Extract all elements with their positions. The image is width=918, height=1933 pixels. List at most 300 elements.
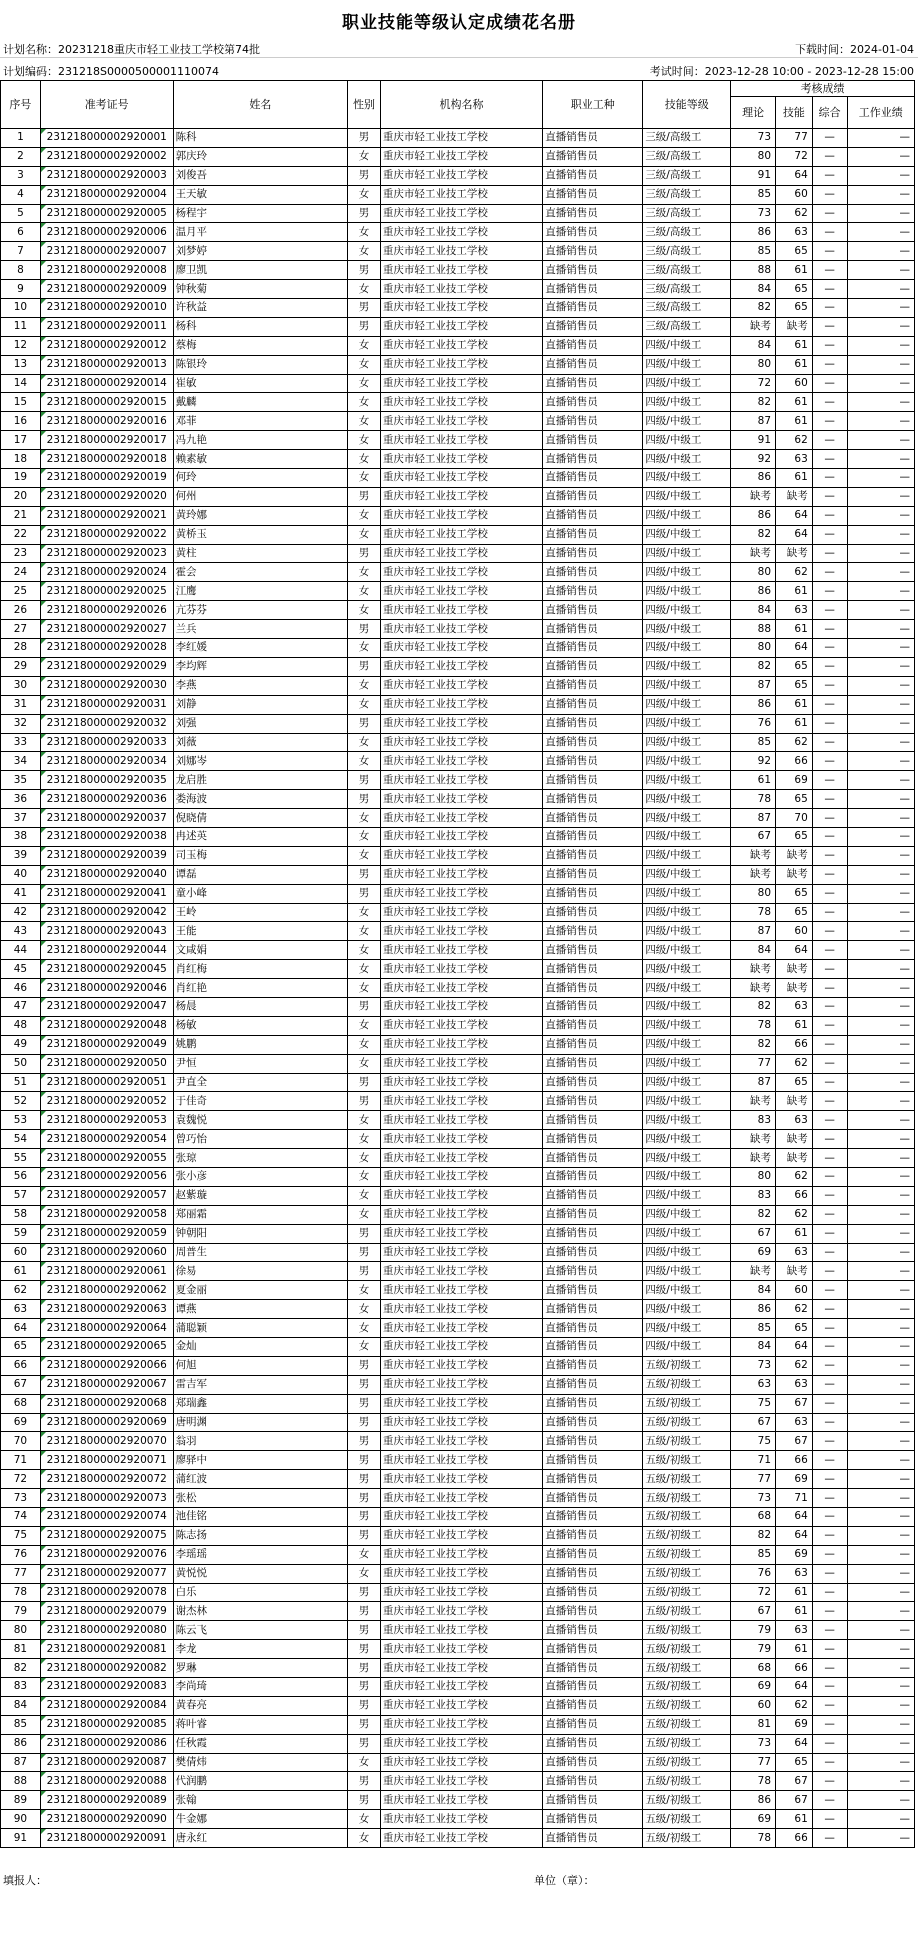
cell-gender: 女 [348,639,381,658]
cell-job: 直播销售员 [543,204,643,223]
cell-job: 直播销售员 [543,941,643,960]
cell-skill: 61 [776,1810,813,1829]
table-row [1,1432,915,1451]
cell-ticket: 231218000002920083 [40,1678,173,1697]
cell-overall: — [812,960,847,979]
table-row [1,1621,915,1640]
cell-org: 重庆市轻工业技工学校 [380,1035,542,1054]
cell-org: 重庆市轻工业技工学校 [380,469,542,488]
cell-gender: 男 [348,997,381,1016]
cell-skill: 77 [776,129,813,148]
cell-job: 直播销售员 [543,506,643,525]
cell-ticket: 231218000002920048 [40,1016,173,1035]
cell-name: 肖红艳 [173,979,348,998]
cell-ticket: 231218000002920014 [40,374,173,393]
cell-name: 杨晨 [173,997,348,1016]
cell-level: 四级/中级工 [643,809,731,828]
cell-org: 重庆市轻工业技工学校 [380,1659,542,1678]
cell-job: 直播销售员 [543,752,643,771]
table-row [1,1167,915,1186]
cell-work: — [847,1243,914,1262]
cell-ticket: 231218000002920021 [40,506,173,525]
cell-level: 五级/初级工 [643,1734,731,1753]
cell-work: — [847,336,914,355]
header-org: 机构名称 [380,81,542,129]
cell-theory: 86 [731,582,776,601]
cell-theory: 87 [731,1073,776,1092]
cell-ticket: 231218000002920053 [40,1111,173,1130]
cell-skill: 64 [776,506,813,525]
cell-skill: 61 [776,695,813,714]
cell-overall: — [812,1375,847,1394]
cell-gender: 男 [348,1375,381,1394]
cell-work: — [847,790,914,809]
cell-skill: 66 [776,1451,813,1470]
cell-no: 76 [1,1545,41,1564]
cell-no: 52 [1,1092,41,1111]
cell-name: 黄悦悦 [173,1564,348,1583]
cell-name: 刘俊吾 [173,166,348,185]
cell-org: 重庆市轻工业技工学校 [380,280,542,299]
cell-ticket: 231218000002920074 [40,1508,173,1527]
cell-skill: 60 [776,1281,813,1300]
cell-org: 重庆市轻工业技工学校 [380,336,542,355]
cell-ticket: 231218000002920058 [40,1205,173,1224]
cell-skill: 缺考 [776,1130,813,1149]
cell-no: 77 [1,1564,41,1583]
table-row [1,1508,915,1527]
cell-no: 8 [1,261,41,280]
cell-theory: 缺考 [731,487,776,506]
table-row [1,374,915,393]
cell-no: 31 [1,695,41,714]
cell-ticket: 231218000002920017 [40,431,173,450]
cell-overall: — [812,1130,847,1149]
cell-gender: 女 [348,1111,381,1130]
cell-org: 重庆市轻工业技工学校 [380,1753,542,1772]
table-row [1,582,915,601]
cell-gender: 女 [348,393,381,412]
table-row [1,336,915,355]
cell-org: 重庆市轻工业技工学校 [380,846,542,865]
cell-name: 杨敏 [173,1016,348,1035]
cell-name: 陈云飞 [173,1621,348,1640]
cell-ticket: 231218000002920045 [40,960,173,979]
cell-level: 五级/初级工 [643,1753,731,1772]
cell-overall: — [812,223,847,242]
cell-gender: 男 [348,1772,381,1791]
cell-theory: 91 [731,166,776,185]
cell-no: 9 [1,280,41,299]
cell-theory: 63 [731,1375,776,1394]
cell-ticket: 231218000002920006 [40,223,173,242]
cell-theory: 83 [731,1186,776,1205]
cell-gender: 男 [348,865,381,884]
cell-ticket: 231218000002920087 [40,1753,173,1772]
cell-level: 四级/中级工 [643,336,731,355]
cell-overall: — [812,1659,847,1678]
cell-work: — [847,355,914,374]
cell-level: 四级/中级工 [643,563,731,582]
cell-job: 直播销售员 [543,1470,643,1489]
cell-skill: 63 [776,601,813,620]
cell-theory: 80 [731,1167,776,1186]
table-row [1,1130,915,1149]
table-row [1,147,915,166]
cell-skill: 71 [776,1489,813,1508]
cell-gender: 女 [348,355,381,374]
table-row [1,166,915,185]
cell-name: 池佳铭 [173,1508,348,1527]
cell-name: 尹直全 [173,1073,348,1092]
table-row [1,1564,915,1583]
cell-ticket: 231218000002920012 [40,336,173,355]
cell-no: 1 [1,129,41,148]
cell-no: 58 [1,1205,41,1224]
cell-no: 72 [1,1470,41,1489]
table-row [1,733,915,752]
cell-org: 重庆市轻工业技工学校 [380,1243,542,1262]
cell-theory: 61 [731,771,776,790]
cell-level: 五级/初级工 [643,1791,731,1810]
cell-theory: 77 [731,1753,776,1772]
cell-level: 四级/中级工 [643,865,731,884]
cell-level: 四级/中级工 [643,469,731,488]
cell-level: 五级/初级工 [643,1356,731,1375]
cell-ticket: 231218000002920090 [40,1810,173,1829]
cell-gender: 女 [348,1753,381,1772]
cell-gender: 男 [348,299,381,318]
cell-gender: 女 [348,525,381,544]
cell-name: 冯九艳 [173,431,348,450]
cell-overall: — [812,469,847,488]
cell-level: 五级/初级工 [643,1602,731,1621]
cell-job: 直播销售员 [543,280,643,299]
cell-overall: — [812,299,847,318]
cell-org: 重庆市轻工业技工学校 [380,1432,542,1451]
cell-theory: 83 [731,1111,776,1130]
cell-skill: 缺考 [776,1149,813,1168]
cell-overall: — [812,1111,847,1130]
cell-level: 四级/中级工 [643,771,731,790]
cell-theory: 缺考 [731,979,776,998]
cell-gender: 女 [348,695,381,714]
cell-org: 重庆市轻工业技工学校 [380,204,542,223]
cell-level: 四级/中级工 [643,582,731,601]
cell-skill: 62 [776,431,813,450]
cell-work: — [847,1451,914,1470]
cell-gender: 女 [348,809,381,828]
cell-no: 56 [1,1167,41,1186]
cell-name: 冉述英 [173,827,348,846]
cell-theory: 86 [731,695,776,714]
cell-ticket: 231218000002920063 [40,1300,173,1319]
cell-overall: — [812,355,847,374]
cell-work: — [847,525,914,544]
cell-name: 何州 [173,487,348,506]
cell-job: 直播销售员 [543,582,643,601]
cell-name: 文咸娟 [173,941,348,960]
cell-work: — [847,1054,914,1073]
cell-work: — [847,1262,914,1281]
cell-job: 直播销售员 [543,695,643,714]
cell-theory: 82 [731,525,776,544]
cell-gender: 女 [348,1829,381,1848]
cell-level: 五级/初级工 [643,1715,731,1734]
cell-theory: 69 [731,1810,776,1829]
cell-job: 直播销售员 [543,299,643,318]
cell-job: 直播销售员 [543,129,643,148]
cell-overall: — [812,1829,847,1848]
cell-theory: 84 [731,601,776,620]
cell-org: 重庆市轻工业技工学校 [380,620,542,639]
cell-name: 龙启胜 [173,771,348,790]
cell-name: 陈科 [173,129,348,148]
cell-no: 16 [1,412,41,431]
cell-skill: 70 [776,809,813,828]
cell-name: 王能 [173,922,348,941]
cell-no: 40 [1,865,41,884]
cell-no: 86 [1,1734,41,1753]
table-row [1,1300,915,1319]
cell-overall: — [812,714,847,733]
cell-no: 68 [1,1394,41,1413]
cell-overall: — [812,506,847,525]
cell-level: 五级/初级工 [643,1829,731,1848]
table-row [1,1753,915,1772]
cell-overall: — [812,1394,847,1413]
cell-ticket: 231218000002920037 [40,809,173,828]
cell-org: 重庆市轻工业技工学校 [380,1470,542,1489]
cell-work: — [847,771,914,790]
cell-org: 重庆市轻工业技工学校 [380,1810,542,1829]
cell-overall: — [812,1413,847,1432]
cell-work: — [847,960,914,979]
cell-job: 直播销售员 [543,1508,643,1527]
cell-overall: — [812,1092,847,1111]
cell-skill: 66 [776,1186,813,1205]
cell-no: 55 [1,1149,41,1168]
cell-org: 重庆市轻工业技工学校 [380,563,542,582]
cell-theory: 87 [731,412,776,431]
cell-job: 直播销售员 [543,1224,643,1243]
cell-work: — [847,1413,914,1432]
cell-org: 重庆市轻工业技工学校 [380,941,542,960]
cell-level: 四级/中级工 [643,922,731,941]
cell-work: — [847,1621,914,1640]
cell-theory: 82 [731,997,776,1016]
cell-ticket: 231218000002920036 [40,790,173,809]
cell-theory: 86 [731,223,776,242]
cell-work: — [847,317,914,336]
cell-no: 87 [1,1753,41,1772]
cell-work: — [847,884,914,903]
cell-name: 黄柱 [173,544,348,563]
cell-gender: 女 [348,1186,381,1205]
cell-name: 牛金娜 [173,1810,348,1829]
cell-level: 四级/中级工 [643,1092,731,1111]
cell-no: 34 [1,752,41,771]
cell-no: 79 [1,1602,41,1621]
cell-work: — [847,941,914,960]
cell-level: 四级/中级工 [643,1205,731,1224]
cell-job: 直播销售员 [543,355,643,374]
cell-level: 四级/中级工 [643,960,731,979]
cell-theory: 73 [731,1356,776,1375]
cell-skill: 65 [776,280,813,299]
cell-skill: 66 [776,1035,813,1054]
cell-overall: — [812,1224,847,1243]
cell-org: 重庆市轻工业技工学校 [380,1394,542,1413]
table-row [1,695,915,714]
cell-name: 谢杰林 [173,1602,348,1621]
cell-name: 于佳奇 [173,1092,348,1111]
cell-ticket: 231218000002920039 [40,846,173,865]
cell-overall: — [812,771,847,790]
cell-work: — [847,166,914,185]
cell-skill: 缺考 [776,1262,813,1281]
cell-gender: 男 [348,1508,381,1527]
cell-org: 重庆市轻工业技工学校 [380,129,542,148]
cell-work: — [847,506,914,525]
cell-theory: 82 [731,1205,776,1224]
cell-ticket: 231218000002920086 [40,1734,173,1753]
cell-ticket: 231218000002920082 [40,1659,173,1678]
table-row [1,1243,915,1262]
cell-skill: 64 [776,1338,813,1357]
cell-name: 司玉梅 [173,846,348,865]
cell-skill: 64 [776,166,813,185]
cell-no: 61 [1,1262,41,1281]
cell-gender: 男 [348,1526,381,1545]
cell-theory: 86 [731,1791,776,1810]
cell-job: 直播销售员 [543,1583,643,1602]
cell-name: 蔡梅 [173,336,348,355]
cell-ticket: 231218000002920034 [40,752,173,771]
cell-org: 重庆市轻工业技工学校 [380,1186,542,1205]
cell-no: 42 [1,903,41,922]
cell-job: 直播销售员 [543,1243,643,1262]
cell-gender: 男 [348,166,381,185]
cell-no: 43 [1,922,41,941]
cell-ticket: 231218000002920062 [40,1281,173,1300]
cell-no: 37 [1,809,41,828]
cell-skill: 65 [776,884,813,903]
cell-work: — [847,1489,914,1508]
cell-work: — [847,393,914,412]
cell-gender: 女 [348,941,381,960]
cell-org: 重庆市轻工业技工学校 [380,393,542,412]
cell-ticket: 231218000002920010 [40,299,173,318]
cell-no: 74 [1,1508,41,1527]
cell-level: 四级/中级工 [643,1016,731,1035]
cell-job: 直播销售员 [543,412,643,431]
cell-no: 50 [1,1054,41,1073]
cell-level: 四级/中级工 [643,374,731,393]
cell-org: 重庆市轻工业技工学校 [380,676,542,695]
cell-name: 张小彦 [173,1167,348,1186]
cell-org: 重庆市轻工业技工学校 [380,374,542,393]
cell-gender: 女 [348,563,381,582]
cell-level: 四级/中级工 [643,752,731,771]
cell-theory: 73 [731,129,776,148]
cell-ticket: 231218000002920025 [40,582,173,601]
cell-level: 四级/中级工 [643,714,731,733]
cell-skill: 62 [776,1167,813,1186]
cell-no: 12 [1,336,41,355]
cell-level: 四级/中级工 [643,544,731,563]
cell-skill: 66 [776,752,813,771]
cell-org: 重庆市轻工业技工学校 [380,657,542,676]
table-row [1,1319,915,1338]
cell-theory: 缺考 [731,317,776,336]
cell-gender: 女 [348,676,381,695]
cell-job: 直播销售员 [543,223,643,242]
cell-skill: 63 [776,1621,813,1640]
cell-overall: — [812,1526,847,1545]
cell-level: 四级/中级工 [643,1319,731,1338]
cell-org: 重庆市轻工业技工学校 [380,450,542,469]
cell-gender: 女 [348,147,381,166]
cell-gender: 男 [348,1470,381,1489]
cell-level: 四级/中级工 [643,1300,731,1319]
cell-job: 直播销售员 [543,1489,643,1508]
cell-work: — [847,1356,914,1375]
cell-work: — [847,752,914,771]
table-row [1,1545,915,1564]
cell-overall: — [812,1696,847,1715]
cell-no: 32 [1,714,41,733]
cell-work: — [847,714,914,733]
table-row [1,714,915,733]
cell-no: 60 [1,1243,41,1262]
cell-level: 四级/中级工 [643,1243,731,1262]
cell-job: 直播销售员 [543,374,643,393]
cell-overall: — [812,1678,847,1697]
cell-gender: 男 [348,204,381,223]
cell-ticket: 231218000002920011 [40,317,173,336]
cell-gender: 男 [348,1791,381,1810]
cell-ticket: 231218000002920055 [40,1149,173,1168]
cell-ticket: 231218000002920070 [40,1432,173,1451]
cell-work: — [847,185,914,204]
cell-org: 重庆市轻工业技工学校 [380,506,542,525]
table-row [1,1224,915,1243]
cell-skill: 64 [776,1508,813,1527]
cell-ticket: 231218000002920027 [40,620,173,639]
table-row [1,431,915,450]
table-row [1,450,915,469]
cell-ticket: 231218000002920009 [40,280,173,299]
unit-stamp-label: 单位（章）： [534,1874,595,1887]
cell-job: 直播销售员 [543,336,643,355]
cell-name: 江鹰 [173,582,348,601]
cell-work: — [847,563,914,582]
table-row [1,1394,915,1413]
header-no: 序号 [1,81,41,129]
cell-job: 直播销售员 [543,1073,643,1092]
cell-org: 重庆市轻工业技工学校 [380,1205,542,1224]
cell-org: 重庆市轻工业技工学校 [380,1829,542,1848]
cell-work: — [847,1186,914,1205]
cell-name: 李尚琦 [173,1678,348,1697]
cell-work: — [847,223,914,242]
cell-theory: 79 [731,1640,776,1659]
cell-skill: 61 [776,1602,813,1621]
cell-overall: — [812,280,847,299]
cell-overall: — [812,1262,847,1281]
table-row [1,1111,915,1130]
